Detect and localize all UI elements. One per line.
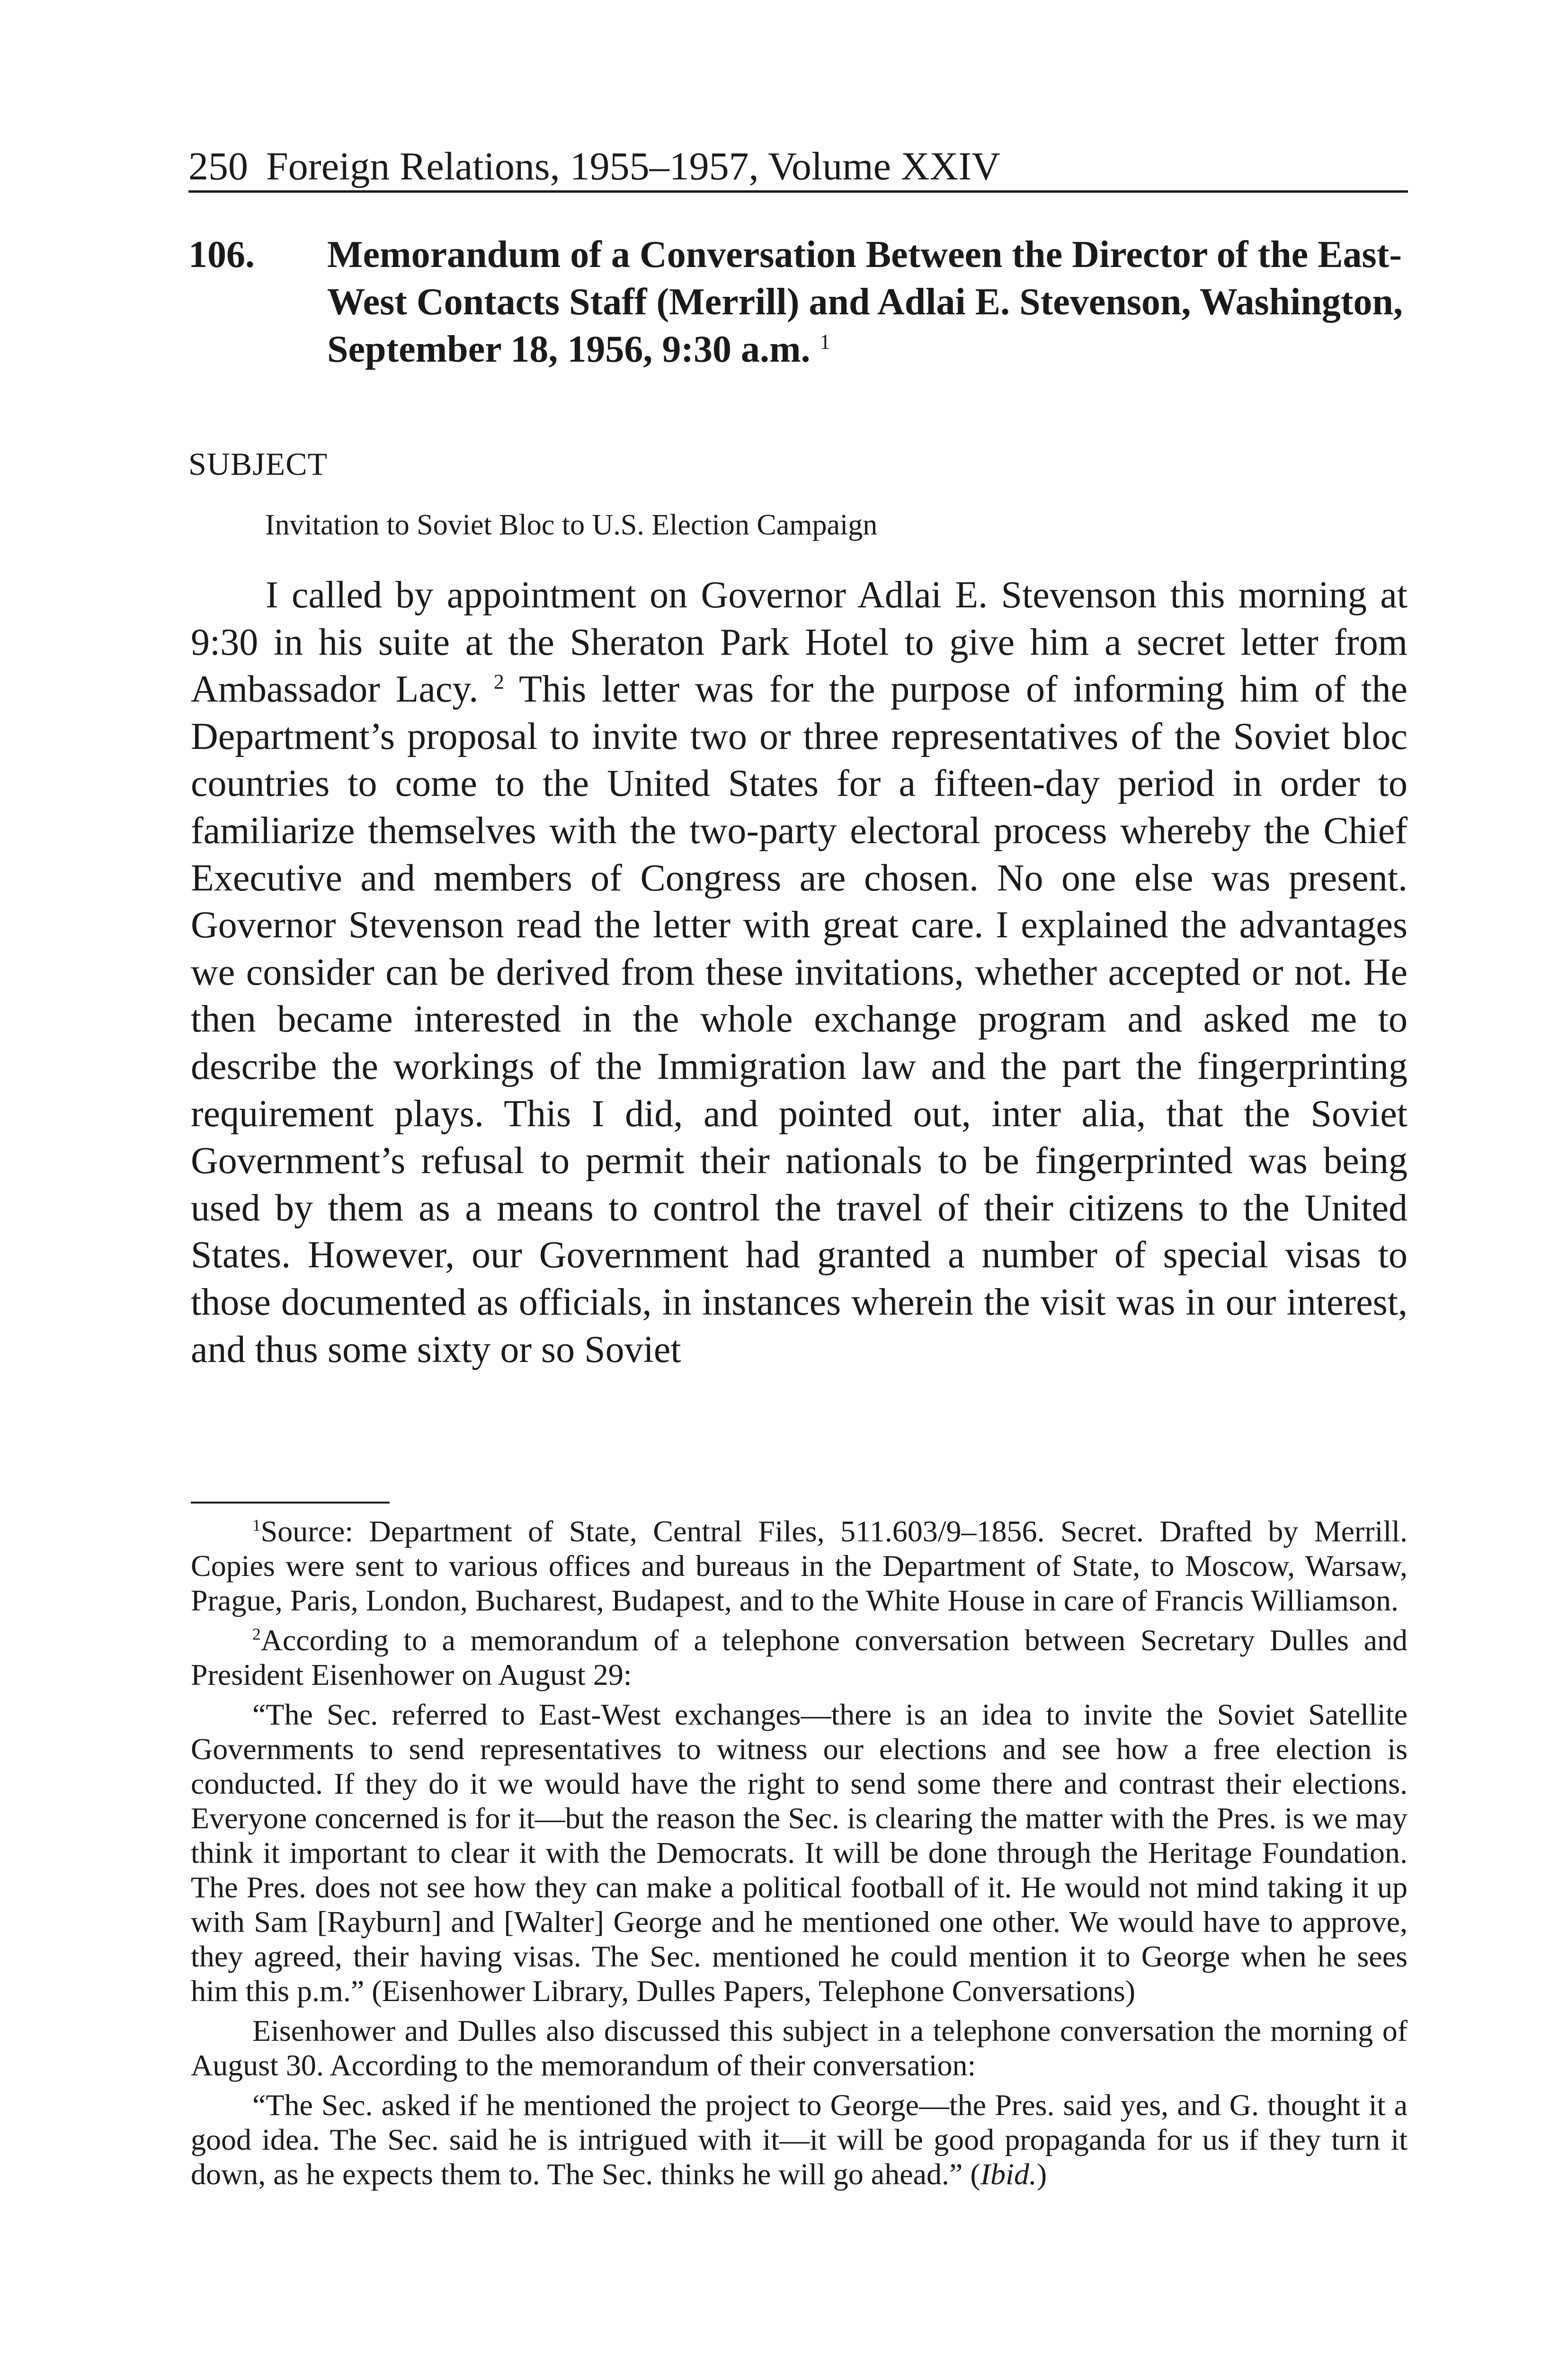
footnote-2-text: According to a memorandum of a telephone conversation between Secretary Dulles and President Eisenhower on August 29: — [191, 1623, 1408, 1691]
series-title: Foreign Relations, 1955–1957, Volume XXIV — [266, 144, 1000, 188]
body-text-part-2: This letter was for the purpose of informing him of the Department’s proposal to invite two or three representatives of the Soviet bloc countries to come to the United States for a fifteen-day period in order to familiarize themselves with the two-party electoral process whereby the Chief Executive and members of Congress are chosen. No one else was present. Governor Stevenson read the letter with great care. I explained the advantages we consider can be derived from these invitations, whether accepted or not. He then became interested in the whole exchange program and asked me to describe the workings of the Immigration law and the part the fingerprinting requirement plays. This I did, and pointed out, inter alia, that the Soviet Government’s refusal to permit their nationals to be fingerprinted was being used by them as a means to control the travel of their citizens to the United States. However, our Government had granted a number of special visas to those documented as officials, in instances wherein the visit was in our interest, and thus some sixty or so Soviet — [191, 668, 1408, 1370]
footnote-marker-1: 1 — [252, 1516, 261, 1535]
footnote-1 — [191, 1514, 1408, 1618]
footnote-2-quote-1 — [191, 1697, 1408, 2008]
running-header — [188, 143, 1408, 193]
footnote-ref-1: 1 — [820, 330, 830, 354]
footnote-divider — [191, 1502, 390, 1504]
footnote-2-quote-2: “The Sec. asked if he mentioned the project to George—the Pres. said yes, and G. thought it a good idea. The Sec. said he is intrigued with it—it will be good propaganda for us if they turn it down, as he expects them to. The Sec. thinks he will go ahead.” (Ibid.) — [191, 2088, 1408, 2191]
footnotes — [191, 1514, 1408, 2197]
subject-text: Invitation to Soviet Bloc to U.S. Election Campaign — [265, 509, 878, 541]
citation-ibid: Ibid. — [980, 2157, 1037, 2191]
footnote-2-quote-1-text: “The Sec. referred to East-West exchanges—there is an idea to invite the Soviet Satellite Governments to send representatives to witness our elections and see how a free election is conducted. If they do it we would have the right to send some there and contrast their elections. Everyone concerned is for it—but the reason the Sec. is clearing the matter with the Pres. is we may think it important to clear it with the Democrats. It will be done through the Heritage Foundation. The Pres. does not see how they can make a political football of it. He would not mind taking it up with Sam [Rayburn] and [Walter] George and he mentioned one other. We would have to approve, they agreed, their having visas. The Sec. mentioned he could mention it to George when he sees him this p.m.” (Eisenhower Library, Dulles Papers, Telephone Conversations) — [191, 1698, 1408, 2008]
document-heading — [188, 231, 1415, 373]
footnote-1-text: Source: Department of State, Central Files, 511.603/9–1856. Secret. Drafted by Merrill. Copies were sent to various offices and bureaus in the Department of State, to Moscow, Warsaw, Prague, Paris, London, Bucharest, Budapest, and to the White House in care of Francis Williamson. — [191, 1514, 1408, 1617]
footnote-2-continuation-text: Eisenhower and Dulles also discussed this subject in a telephone conversation the morning of August 30. According to the memorandum of their conversation: — [191, 2014, 1408, 2082]
footnote-2 — [191, 1623, 1408, 1692]
footnote-2-continuation — [191, 2013, 1408, 2082]
footnote-ref-2: 2 — [493, 670, 504, 694]
document-number: 106. — [188, 234, 255, 276]
document-title — [327, 231, 1415, 373]
document-title-text: Memorandum of a Conversation Between the Director of the East-West Contacts Staff (Merrill) and Adlai E. Stevenson, Washington, September 18, 1956, 9:30 a.m. — [327, 234, 1403, 370]
subject-label: SUBJECT — [188, 446, 328, 482]
page-number: 250 — [188, 144, 248, 188]
body-text-part-1: I called by appointment on Governor Adlai E. Stevenson this morning at 9:30 in his suite at the Sheraton Park Hotel to give him a secret letter from Ambassador Lacy. — [191, 574, 1408, 711]
footnote-2-quote-2-text: “The Sec. asked if he mentioned the project to George—the Pres. said yes, and G. thought it a good idea. The Sec. said he is intrigued with it—it will be good propaganda for us if they turn it down, as he expects them to. The Sec. thinks he will go ahead.” — [191, 2088, 1408, 2191]
footnote-marker-2: 2 — [252, 1625, 261, 1644]
body-paragraph — [191, 572, 1408, 1373]
